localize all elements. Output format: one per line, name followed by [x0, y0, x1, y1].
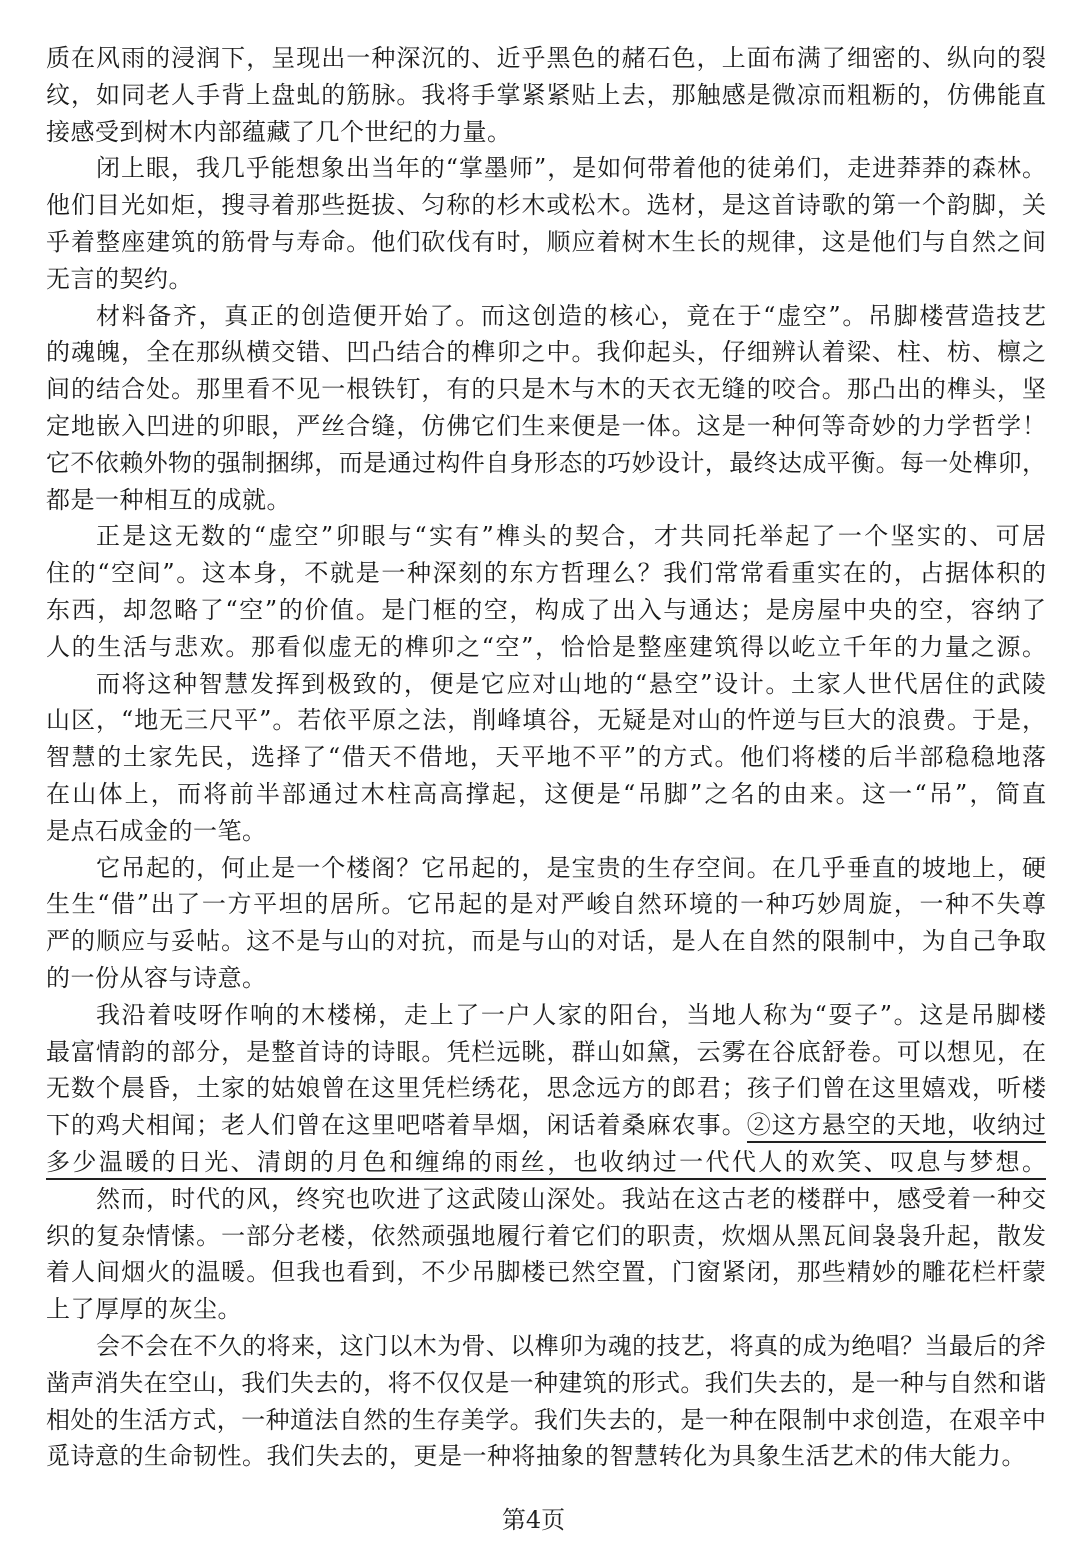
line-text: 闭上眼，我几乎能想象出当年的“掌墨师”，是如何带着他的徒弟们，走进莽莽的森林。: [96, 154, 1046, 183]
line-text: 然而，时代的风，终究也吹进了这武陵山深处。我站在这古老的楼群中，感受着一种交: [96, 1184, 1046, 1213]
line-text: 人的生活与悲欢。那看似虚无的榫卯之“空”，恰恰是整座建筑得以屹立千年的力量之源。: [46, 632, 1046, 661]
line-text: 织的复杂情愫。一部分老楼，依然顽强地履行着它们的职责，炊烟从黑瓦间袅袅升起，散发: [46, 1221, 1046, 1250]
line-text: 无言的契约。: [46, 264, 193, 293]
underlined-sentence: 多少温暖的日光、清朗的月色和缠绵的雨丝，也收纳过一代代人的欢笑、叹息与梦想。: [46, 1148, 1046, 1180]
text-line: [46, 1439, 1046, 1473]
text-line: [46, 961, 1046, 995]
text-line: [46, 1292, 1046, 1326]
line-text: 乎着整座建筑的筋骨与寿命。他们砍伐有时，顺应着树木生长的规律，这是他们与自然之间: [46, 228, 1046, 256]
line-text: 的一份从容与诗意。: [46, 964, 267, 992]
line-text: 山区，“地无三尺平”。若依平原之法，削峰填谷，无疑是对山的忤逆与巨大的浪费。于是，: [46, 706, 1046, 735]
text-line: [46, 593, 1046, 627]
text-line: [46, 78, 1046, 112]
text-line: [96, 151, 1046, 185]
text-line: [46, 1145, 1046, 1179]
text-line: [46, 188, 1046, 222]
text-line: [46, 630, 1046, 664]
line-text: 我沿着吱呀作响的木楼梯，走上了一户人家的阳台，当地人称为“耍子”。这是吊脚楼: [96, 1000, 1046, 1029]
line-text: 间的结合处。那里看不见一根铁钉，有的只是木与木的天衣无缝的咬合。那凸出的榫头，坚: [46, 375, 1046, 404]
line-text: 材料备齐，真正的创造便开始了。而这创造的核心，竟在于“虚空”。吊脚楼营造技艺: [96, 301, 1046, 330]
text-line: [46, 1108, 1046, 1142]
text-line: [46, 1071, 1046, 1105]
text-line: [46, 115, 1046, 149]
line-text: 他们目光如炬，搜寻着那些挺拔、匀称的杉木或松木。选材，是这首诗歌的第一个韵脚，关: [46, 191, 1046, 220]
line-text: 住的“空间”。这本身，不就是一种深刻的东方哲理么？我们常常看重实在的，占据体积的: [46, 559, 1046, 588]
text-line: [46, 814, 1046, 848]
line-text: 在山体上，而将前半部通过木柱高高撑起，这便是“吊脚”之名的由来。这一“吊”，简直: [46, 780, 1046, 808]
line-text: 上了厚厚的灰尘。: [46, 1295, 242, 1324]
text-line: [46, 372, 1046, 406]
line-text: 定地嵌入凹进的卯眼，严丝合缝，仿佛它们生来便是一体。这是一种何等奇妙的力学哲学！: [46, 412, 1046, 440]
text-line: [46, 1255, 1046, 1289]
line-text: 最富情韵的部分，是整首诗的诗眼。凭栏远眺，群山如黛，云雾在谷底舒卷。可以想见，在: [46, 1037, 1046, 1066]
text-line: [46, 409, 1046, 443]
line-text: 凿声消失在空山，我们失去的，将不仅仅是一种建筑的形式。我们失去的，是一种与自然和谐: [46, 1368, 1046, 1397]
line-text: 质在风雨的浸润下，呈现出一种深沉的、近乎黑色的赭石色，上面布满了细密的、纵向的裂: [46, 44, 1046, 72]
line-text: 会不会在不久的将来，这门以木为骨、以榫卯为魂的技艺，将真的成为绝唱？当最后的斧: [96, 1332, 1046, 1360]
line-text: 智慧的土家先民，选择了“借天不借地，天平地不平”的方式。他们将楼的后半部稳稳地落: [46, 743, 1046, 772]
text-line: [46, 1219, 1046, 1253]
text-line: [46, 41, 1046, 75]
line-text: 的魂魄，全在那纵横交错、凹凸结合的榫卯之中。我仰起头，仔细辨认着梁、柱、枋、檩之: [46, 338, 1046, 367]
line-text: 它不依赖外物的强制捆绑，而是通过构件自身形态的巧妙设计，最终达成平衡。每一处榫卯，: [46, 448, 1046, 477]
line-text: 无数个晨昏，土家的姑娘曾在这里凭栏绣花，思念远方的郎君；孩子们曾在这里嬉戏，听楼: [46, 1074, 1046, 1103]
text-line: [96, 667, 1046, 701]
text-line: [46, 887, 1046, 921]
text-line: [46, 446, 1046, 480]
line-text: 正是这无数的“虚空”卯眼与“实有”榫头的契合，才共同托举起了一个坚实的、可居: [96, 522, 1046, 551]
line-text: 接感受到树木内部蕴藏了几个世纪的力量。: [46, 117, 512, 146]
text-line: [46, 556, 1046, 590]
text-line: [46, 483, 1046, 517]
text-line: [46, 924, 1046, 958]
line-text: 生生“借”出了一方平坦的居所。它吊起的是对严峻自然环境的一种巧妙周旋，一种不失尊: [46, 890, 1046, 919]
underlined-sentence: ②这方悬空的天地，收纳过: [747, 1111, 1046, 1143]
text-line: [46, 262, 1046, 296]
line-text: 东西，却忽略了“空”的价值。是门框的空，构成了出入与通达；是房屋中央的空，容纳了: [46, 596, 1046, 624]
line-text: 都是一种相互的成就。: [46, 485, 291, 514]
line-text: 严的顺应与妥帖。这不是与山的对抗，而是与山的对话，是人在自然的限制中，为自己争取: [46, 927, 1046, 956]
text-line: [46, 1366, 1046, 1400]
line-text: 下的鸡犬相闻；老人们曾在这里吧嗒着旱烟，闲话着桑麻农事。: [46, 1111, 747, 1140]
text-line: [96, 519, 1046, 553]
line-text: 相处的生活方式，一种道法自然的生存美学。我们失去的，是一种在限制中求创造，在艰辛中: [46, 1405, 1046, 1434]
line-text: 觅诗意的生命韧性。我们失去的，更是一种将抽象的智慧转化为具象生活艺术的伟大能力。: [46, 1442, 1026, 1471]
text-line: [46, 225, 1046, 259]
line-text: 纹，如同老人手背上盘虬的筋脉。我将手掌紧紧贴上去，那触感是微凉而粗粝的，仿佛能直: [46, 80, 1046, 109]
line-text: 它吊起的，何止是一个楼阁？它吊起的，是宝贵的生存空间。在几乎垂直的坡地上，硬: [96, 853, 1046, 882]
line-text: 而将这种智慧发挥到极致的，便是它应对山地的“悬空”设计。土家人世代居住的武陵: [96, 669, 1046, 698]
text-line: [96, 998, 1046, 1032]
text-line: [46, 335, 1046, 369]
text-line: [96, 1182, 1046, 1216]
line-text: 是点石成金的一笔。: [46, 816, 267, 845]
text-line: [96, 299, 1046, 333]
text-line: [46, 703, 1046, 737]
text-line: [96, 1329, 1046, 1363]
text-line: [96, 851, 1046, 885]
text-line: [46, 777, 1046, 811]
line-text: 着人间烟火的温暖。但我也看到，不少吊脚楼已然空置，门窗紧闭，那些精妙的雕花栏杆蒙: [46, 1258, 1046, 1287]
text-line: [46, 1035, 1046, 1069]
text-line: [46, 1403, 1046, 1437]
page-number: 第4页: [501, 1506, 566, 1534]
text-line: [46, 740, 1046, 774]
